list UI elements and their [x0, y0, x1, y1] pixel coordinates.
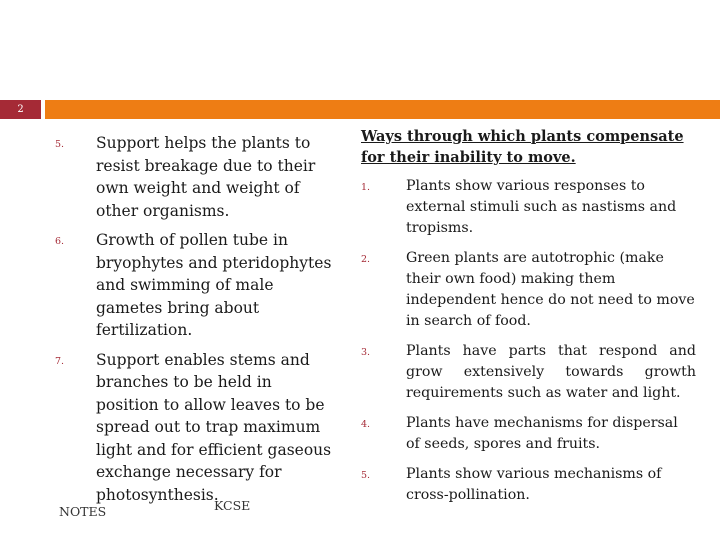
item-text: Support helps the plants to resist breakage due to their own weight and weight of other organisms. [96, 134, 316, 220]
list-item [55, 132, 335, 222]
item-text: Growth of pollen tube in bryophytes and pteridophytes and swimming of male gametes bring about fertilization. [96, 231, 332, 339]
item-number: 5. [361, 470, 371, 481]
item-text: Plants show various mechanisms of cross-pollination. [406, 466, 662, 503]
list-item [55, 229, 335, 342]
item-number: 5. [55, 139, 65, 150]
list-item [361, 176, 696, 239]
item-number: 7. [55, 355, 65, 367]
footer-notes: NOTES [59, 504, 107, 519]
item-number: 4. [361, 419, 371, 430]
list-item [361, 464, 696, 506]
footer-kcse: KCSE [214, 498, 251, 513]
item-number: 3. [361, 347, 371, 358]
title-bar [45, 100, 720, 119]
item-text: Plants have mechanisms for dispersal of seeds, spores and fruits. [406, 415, 678, 452]
left-list [55, 132, 335, 513]
slide-number: 2 [0, 100, 41, 119]
list-item [55, 349, 335, 507]
list-item [361, 248, 696, 332]
item-number: 1. [361, 182, 371, 193]
list-item [361, 413, 696, 455]
section-heading: Ways through which plants compensate for their inability to move. [361, 128, 684, 166]
item-number: 6. [55, 236, 65, 247]
item-number: 2. [361, 254, 371, 265]
item-text: Plants show various responses to external stimuli such as nastisms and tropisms. [406, 178, 677, 236]
item-text: Support enables stems and branches to be held in position to allow leaves to be spread out to trap maximum light and for efficient gaseous exchange necessary for photosynthesis. [96, 350, 332, 504]
item-text: Green plants are autotrophic (make their own food) making them independent hence do not need to move in search of food. [406, 250, 695, 329]
right-list [361, 176, 696, 515]
item-text: Plants have parts that respond and grow extensively towards growth requirements such as water and light. [406, 343, 696, 401]
list-item [361, 341, 696, 404]
